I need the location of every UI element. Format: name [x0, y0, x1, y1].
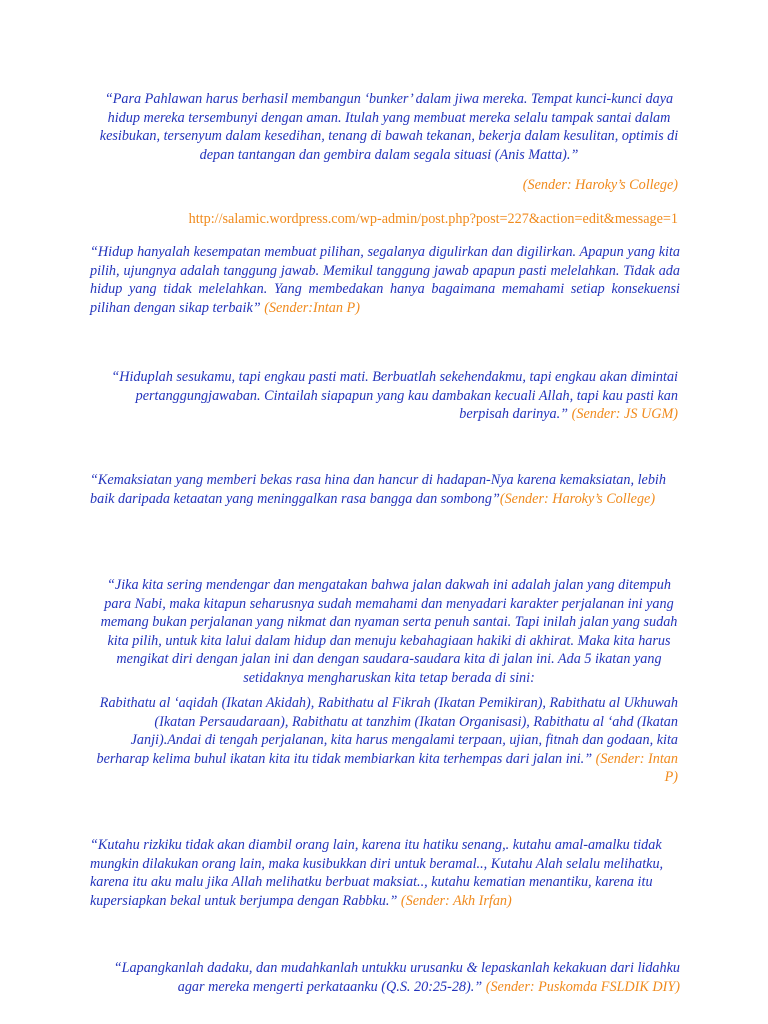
quote-1-sender-text: (Sender: Haroky’s College): [522, 177, 678, 193]
quote-7: [90, 959, 680, 996]
quote-6: [90, 836, 682, 910]
source-url: [96, 210, 678, 229]
quote-5-text2: Rabithatu al ‘aqidah (Ikatan Akidah), Rabithatu al Fikrah (Ikatan Pemikiran), Rabithatu al Ukhuwah (Ikatan Persaudaraan), Rabithatu at tanzhim (Ikatan Organisasi), Rabithatu al ‘ahd (Ikatan Janji).Andai di tengah perjalanan, kita harus mengalami terpaan, ujian, fitnah dan godaan, kita berharap kelima buhul ikatan kita itu tidak membiarkan kita terhempas dari jalan ini.”: [96, 695, 678, 767]
quote-4-sender: (Sender: Haroky’s College): [499, 490, 656, 507]
quote-1-text: “Para Pahlawan harus berhasil membangun ‘bunker’ dalam jiwa mereka. Tempat kunci-kunci daya hidup mereka tersembunyi dengan aman. Itulah yang membuat mereka selalu tampak santai dalam kesibukan, tersenyum dalam kesedihan, tenang di bawah tekanan, bekerja dalam kesulitan, optimis di depan tantangan dan gembira dalam segala situasi (Anis Matta).”: [99, 91, 679, 163]
quote-7-text: “Lapangkanlah dadaku, dan mudahkanlah untukku urusanku & lepaskanlah kekakuan dari lidahku agar mereka mengerti perkataanku (Q.S. 20:25-28).”: [113, 960, 680, 995]
quote-5-sender: (Sender: Intan P): [595, 750, 678, 786]
quote-2: [90, 243, 680, 317]
quote-3-sender: (Sender: JS UGM): [571, 406, 678, 423]
quote-6-sender: (Sender: Akh Irfan): [400, 892, 512, 909]
quote-1-sender: [96, 176, 678, 195]
quote-6-text: “Kutahu rizkiku tidak akan diambil orang lain, karena itu hatiku senang,. kutahu amal-amalku tidak mungkin dilakukan orang lain, maka kusibukkan diri untuk beramal.., Kutahu Alah selalu melihatku, karena itu aku malu jika Allah melihatku berbuat maksiat.., kutahu kematian menantiku, karena itu kupersiapkan bekal untuk berjumpa dengan Rabbku.”: [90, 837, 664, 909]
quote-3: [96, 368, 678, 424]
quote-5-text: “Jika kita sering mendengar dan mengatakan bahwa jalan dakwah ini adalah jalan yang ditempuh para Nabi, maka kitapun seharusnya sudah memahami dan menyadari karakter perjalanan ini yang memang bukan perjalanan yang nikmat dan nyaman serta penuh santai. Tapi inilah jalan yang sudah kita pilih, untuk kita lalui dalam hidup dan menuju kebahagiaan hakiki di akhirat. Maka kita harus mengikat diri dengan jalan ini dan dengan saudara-saudara kita di jalan ini. Ada 5 ikatan yang setidaknya mengharuskan kita tetap berada di sini:: [100, 577, 678, 686]
quote-4: [90, 471, 680, 508]
quote-3-text: “Hiduplah sesukamu, tapi engkau pasti mati. Berbuatlah sekehendakmu, tapi engkau akan dimintai pertanggungjawaban. Cintailah siapapun yang kau dambakan kecuali Allah, tapi kau pasti kan berpisah darinya.”: [111, 369, 678, 423]
source-url-text: http://salamic.wordpress.com/wp-admin/post.php?post=227&action=edit&message=1: [188, 211, 678, 227]
quote-4-text: “Kemaksiatan yang memberi bekas rasa hina dan hancur di hadapan-Nya karena kemaksiatan, lebih baik daripada ketaatan yang meninggalkan rasa bangga dan sombong”: [90, 472, 666, 507]
quote-5: [96, 576, 682, 688]
quote-7-sender: (Sender: Puskomda FSLDIK DIY): [485, 978, 680, 995]
quote-2-sender: (Sender:Intan P): [264, 299, 360, 316]
quote-2-text: “Hidup hanyalah kesempatan membuat pilihan, segalanya digulirkan dan digilirkan. Apapun yang kita pilih, ujungnya adalah tanggung jawab. Memikul tanggung jawab apapun pasti melelahkan. Tidak ada hidup yang tidak melelahkan. Yang membedakan hanya bagaimana memahami setiap konsekuensi pilihan dengan sikap terbaik”: [90, 244, 680, 316]
quote-5-part2: [96, 694, 678, 787]
quote-1: [96, 90, 682, 164]
